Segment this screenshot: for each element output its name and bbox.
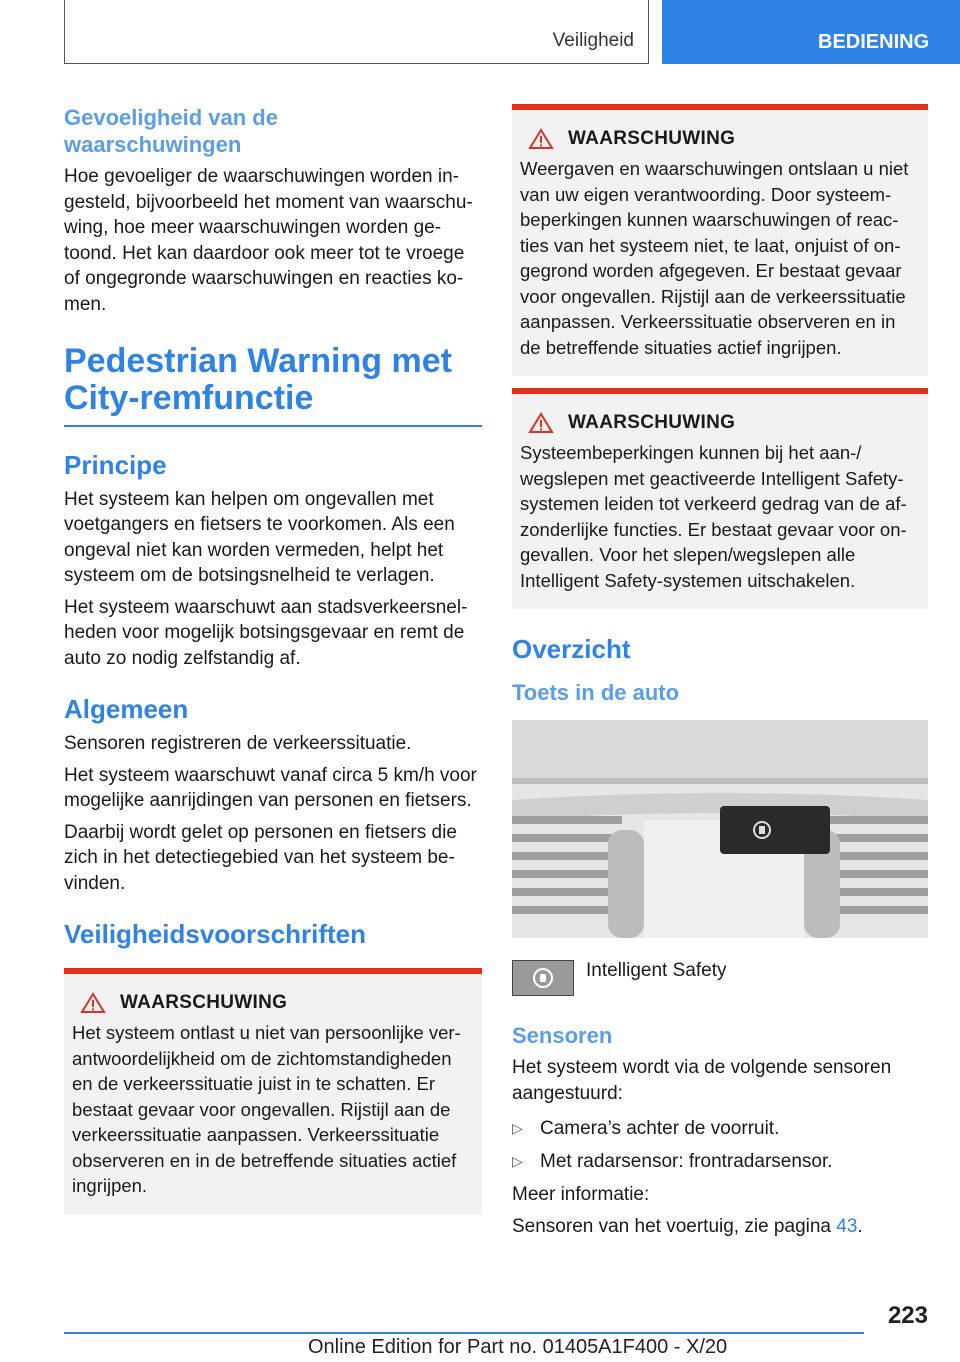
list-item-text: Camera’s achter de voorruit. [540, 1118, 780, 1139]
title-rule [64, 425, 482, 427]
page-number: 223 [887, 1302, 928, 1329]
warning-title-1 [80, 992, 474, 1014]
warning-text-3: Systeembeperkingen kunnen bij het aan-/ wegslepen met geactiveerde Intelligent Safety-systemen leiden tot verkeerd gedrag van de af-zonderlijke functies. Er bestaat gevaar voor on-gevallen. Voor het slepen/wegslepen alle Intelligent Safety-systemen uitschakelen. [520, 442, 907, 591]
warning-triangle-icon [528, 128, 554, 150]
warning-text-1: Het systeem ontlast u niet van persoonlijke ver-antwoordelijkheid om de zichtomstandigheden en de verkeerssituatie juist in te schatten. Er bestaat gevaar voor ongevallen. Rijstijl aan de verkeerssituatie aanpassen. Verkeerssituatie observeren en in de betreffende situaties actief ingrijpen. [72, 1022, 461, 1196]
header-frame [64, 0, 649, 64]
warning-box-1 [64, 968, 482, 1215]
overzicht-heading: Overzicht [512, 634, 631, 664]
list-item-text: Met radarsensor: frontradarsensor. [540, 1151, 833, 1172]
edition-footer: Online Edition for Part no. 01405A1F400 - X/20 [308, 1336, 728, 1358]
warning-label-2: WAARSCHUWING [568, 128, 736, 149]
principe-text-2: Het systeem waarschuwt aan stadsverkeersnel-heden voor mogelijk botsingsgevaar en remt de auto zo nodig zelfstandig af. [64, 596, 468, 669]
warning-title-2 [528, 128, 920, 150]
intelligent-safety-row [512, 960, 928, 996]
page-title: Pedestrian Warning met City-remfunctie [64, 342, 452, 417]
sensitivity-heading: Gevoeligheid van de waarschuwingen [64, 105, 278, 157]
principe-heading: Principe [64, 449, 167, 480]
left-column [64, 104, 482, 1215]
reference-end: . [857, 1215, 863, 1237]
sensitivity-text: Hoe gevoeliger de waarschuwingen worden in-gesteld, bijvoorbeeld het moment van waarschu-wing, hoe meer waarschuwingen worden ge-toond. Het kan daardoor ook meer tot te vroege of ongegronde waarschuwingen en reacties ko-men. [64, 166, 473, 315]
section-label: Veiligheid [552, 30, 634, 51]
warning-label-1: WAARSCHUWING [120, 992, 288, 1013]
meer-info-text: Meer informatie: [512, 1184, 650, 1205]
warning-label-3: WAARSCHUWING [568, 412, 736, 433]
intelligent-safety-label: Intelligent Safety [586, 960, 727, 981]
page-link[interactable]: 43 [836, 1215, 858, 1237]
principe-text-1: Het systeem kan helpen om ongevallen met voetgangers en fietsers te voorkomen. Als een ongeval niet kan worden vermeden, helpt het systeem om de botsingsnelheid te verlagen. [64, 488, 455, 586]
warning-triangle-icon [80, 992, 106, 1014]
warning-box-3 [512, 388, 928, 609]
triangle-bullet-icon: ▷ [512, 1120, 523, 1136]
chapter-label: BEDIENING [818, 31, 930, 53]
right-column [512, 104, 928, 1245]
intelligent-safety-icon [532, 967, 554, 989]
algemeen-text-2: Het systeem waarschuwt vanaf circa 5 km/h voor mogelijke aanrijdingen van personen en fietsers. [64, 764, 477, 811]
warning-box-2 [512, 104, 928, 376]
algemeen-text-3: Daarbij wordt gelet op personen en fietsers die zich in het detectiegebied van het systeem be-vinden. [64, 821, 457, 894]
algemeen-heading: Algemeen [64, 694, 189, 724]
algemeen-text-1: Sensoren registreren de verkeerssituatie. [64, 733, 412, 754]
sensoren-heading: Sensoren [512, 1023, 613, 1048]
intelligent-safety-button [512, 960, 574, 996]
footer-rule [64, 1332, 864, 1334]
warning-title-3 [528, 412, 920, 434]
toets-heading: Toets in de auto [512, 680, 680, 705]
sensoren-text: Het systeem wordt via de volgende sensoren aangestuurd: [512, 1057, 892, 1104]
list-item [512, 1116, 928, 1141]
warning-text-2: Weergaven en waarschuwingen ontslaan u niet van uw eigen verantwoording. Door systeem-beperkingen kunnen waarschuwingen of reac-ties van het systeem niet, te laat, onjuist of on-gegrond worden afgegeven. Er bestaat gevaar voor ongevallen. Rijstijl aan de verkeerssituatie aanpassen. Verkeerssituatie observeren en in de betreffende situaties actief ingrijpen. [520, 158, 909, 358]
safety-heading: Veiligheidsvoorschriften [64, 919, 366, 949]
list-item [512, 1149, 928, 1174]
triangle-bullet-icon: ▷ [512, 1153, 523, 1169]
reference-text [512, 1214, 928, 1240]
reference-label: Sensoren van het voertuig, zie pagina [512, 1215, 837, 1237]
dashboard-button-photo [512, 720, 928, 938]
warning-triangle-icon [528, 412, 554, 434]
chapter-tab [662, 0, 960, 64]
